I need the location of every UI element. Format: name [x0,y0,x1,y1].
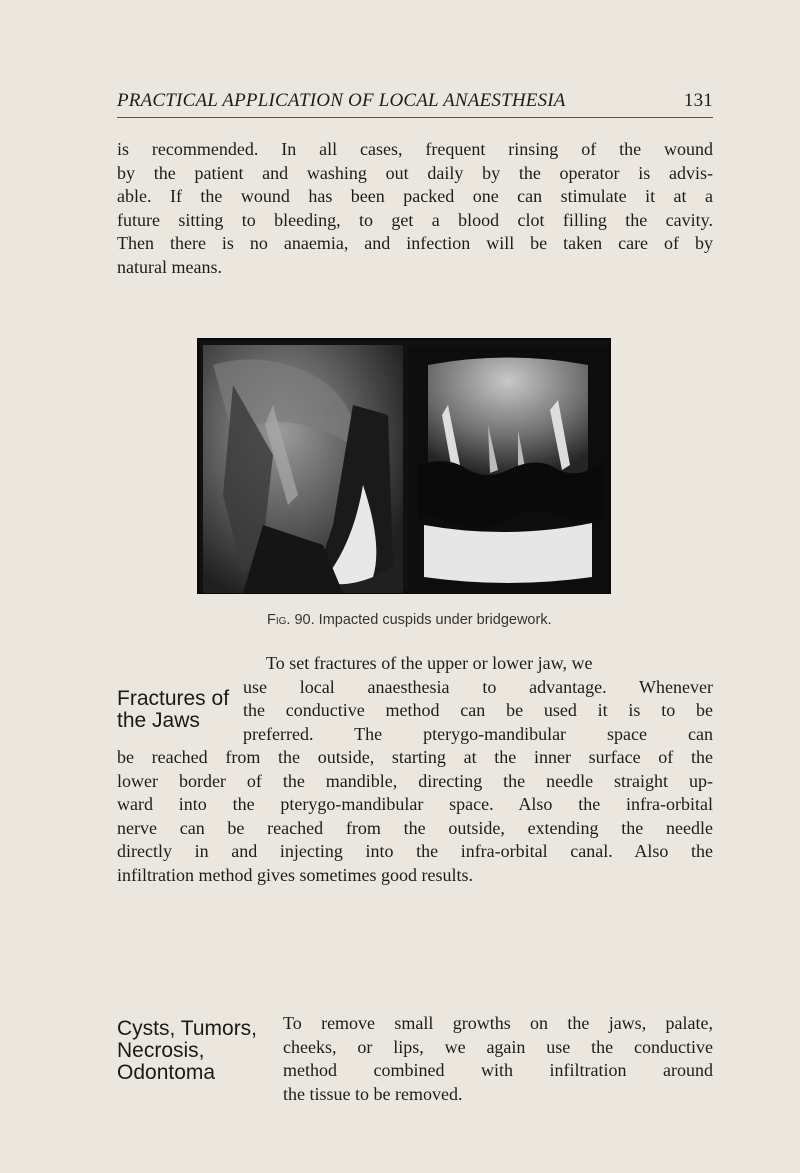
figure-caption [267,612,667,628]
text-line: ward into the pterygo-mandibular space. Also the infra-orbital [117,794,713,815]
figure-caption-text: Impacted cuspids under bridgework. [318,612,552,628]
running-header [117,90,713,112]
paragraph-fractures-full [117,746,713,888]
text-line: able. If the wound has been packed one can stimulate it at a [117,186,713,207]
text-line: method combined with infiltration around [283,1060,713,1081]
text-line: natural means. [117,256,222,277]
sidehead-line: Odontoma [117,1061,216,1084]
page-number: 131 [683,90,713,111]
text-line: directly in and injecting into the infra-orbital canal. Also the [117,841,713,862]
paragraph-cysts [283,1012,713,1106]
sidehead-line: Fractures of [117,687,230,710]
xray-right-image [408,345,608,593]
text-line: nerve can be reached from the outside, extending the needle [117,817,713,838]
text-line: future sitting to bleeding, to get a blood clot filling the cavity. [117,209,713,230]
text-line: use local anaesthesia to advantage. Whenever [243,676,713,697]
text-line: infiltration method gives sometimes good results. [117,864,473,885]
text-line: To set fractures of the upper or lower jaw, we [266,653,593,673]
xray-left-image [203,345,403,593]
text-line: lower border of the mandible, directing the needle straight up- [117,770,713,791]
text-line: by the patient and washing out daily by the operator is advis- [117,162,713,183]
header-rule [117,117,713,118]
paragraph-wound-care [117,138,713,280]
text-line: Then there is no anaemia, and infection will be taken care of by [117,233,713,254]
sidehead-line: the Jaws [117,709,200,732]
text-line: the conductive method can be used it is to be [243,700,713,721]
running-title: PRACTICAL APPLICATION OF LOCAL ANAESTHESIA [117,90,566,111]
sidehead-fractures [117,688,229,732]
sidehead-cysts [117,1018,257,1084]
paragraph-fractures-indented [243,652,713,746]
text-line: is recommended. In all cases, frequent rinsing of the wound [117,139,713,159]
xray-figure [197,338,611,594]
figure-label: Fig. 90. [267,612,315,628]
text-line: cheeks, or lips, we again use the conductive [283,1036,713,1057]
text-line: the tissue to be removed. [283,1083,463,1104]
text-line: be reached from the outside, starting at the inner surface of the [117,747,713,767]
text-line: To remove small growths on the jaws, palate, [283,1013,713,1033]
sidehead-line: Necrosis, [117,1039,205,1062]
text-line: preferred. The pterygo-mandibular space can [243,723,713,744]
sidehead-line: Cysts, Tumors, [117,1017,258,1040]
